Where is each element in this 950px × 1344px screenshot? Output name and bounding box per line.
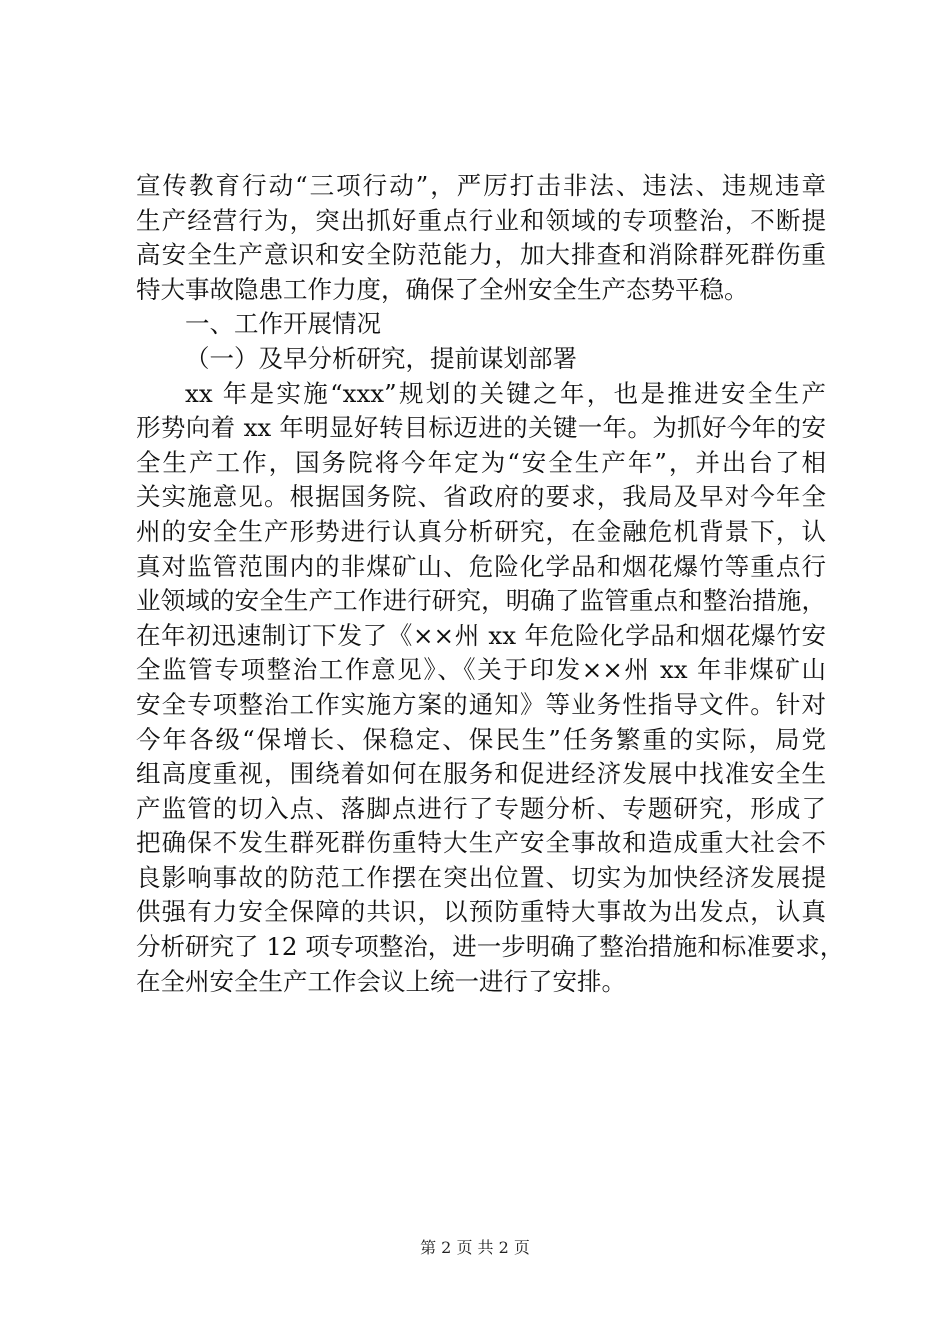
text-line: 生产经营行为，突出抓好重点行业和领域的专项整治，不断提 [136,205,826,235]
text-line: 把确保不发生群死群伤重特大生产安全事故和造成重大社会不 [136,828,826,858]
text-line: 今年各级“保增长、保稳定、保民生”任务繁重的实际，局党 [136,724,826,754]
text-line: 在年初迅速制订下发了《××州 xx 年危险化学品和烟花爆竹安 [136,620,826,650]
text-line: 全生产工作，国务院将今年定为“安全生产年”，并出台了相 [136,447,826,477]
subsection-heading: （一）及早分析研究，提前谋划部署 [185,343,577,373]
text-line: 特大事故隐患工作力度，确保了全州安全生产态势平稳。 [136,274,749,304]
page-footer: 第 2 页 共 2 页 [420,1238,530,1257]
text-line: 高安全生产意识和安全防范能力，加大排查和消除群死群伤重 [136,240,826,270]
text-line: 在全州安全生产工作会议上统一进行了安排。 [136,966,626,996]
text-line: 良影响事故的防范工作摆在突出位置、切实为加快经济发展提 [136,862,826,892]
section-heading: 一、工作开展情况 [185,309,381,339]
text-line: 宣传教育行动“三项行动”，严厉打击非法、违法、违规违章 [136,171,826,200]
text-line: 组高度重视，围绕着如何在服务和促进经济发展中找准安全生 [136,759,826,789]
text-line: 安全专项整治工作实施方案的通知》等业务性指导文件。针对 [136,689,826,719]
text-line: 业领域的安全生产工作进行研究，明确了监管重点和整治措施， [136,586,826,616]
text-line: 产监管的切入点、落脚点进行了专题分析、专题研究，形成了 [136,793,826,823]
text-line: 全监管专项整治工作意见》、《关于印发××州 xx 年非煤矿山 [136,655,826,685]
text-line: 分析研究了 12 项专项整治，进一步明确了整治措施和标准要求， [136,932,845,962]
text-line: 真对监管范围内的非煤矿山、危险化学品和烟花爆竹等重点行 [136,551,826,581]
text-line: xx 年是实施“xxx”规划的关键之年，也是推进安全生产 [185,378,826,408]
text-line: 州的安全生产形势进行认真分析研究，在金融危机背景下，认 [136,516,826,546]
text-line: 关实施意见。根据国务院、省政府的要求，我局及早对今年全 [136,482,826,512]
document-body [136,169,845,999]
text-line: 形势向着 xx 年明显好转目标迈进的关键一年。为抓好今年的安 [136,413,826,443]
text-line: 供强有力安全保障的共识，以预防重特大事故为出发点，认真 [136,897,826,927]
